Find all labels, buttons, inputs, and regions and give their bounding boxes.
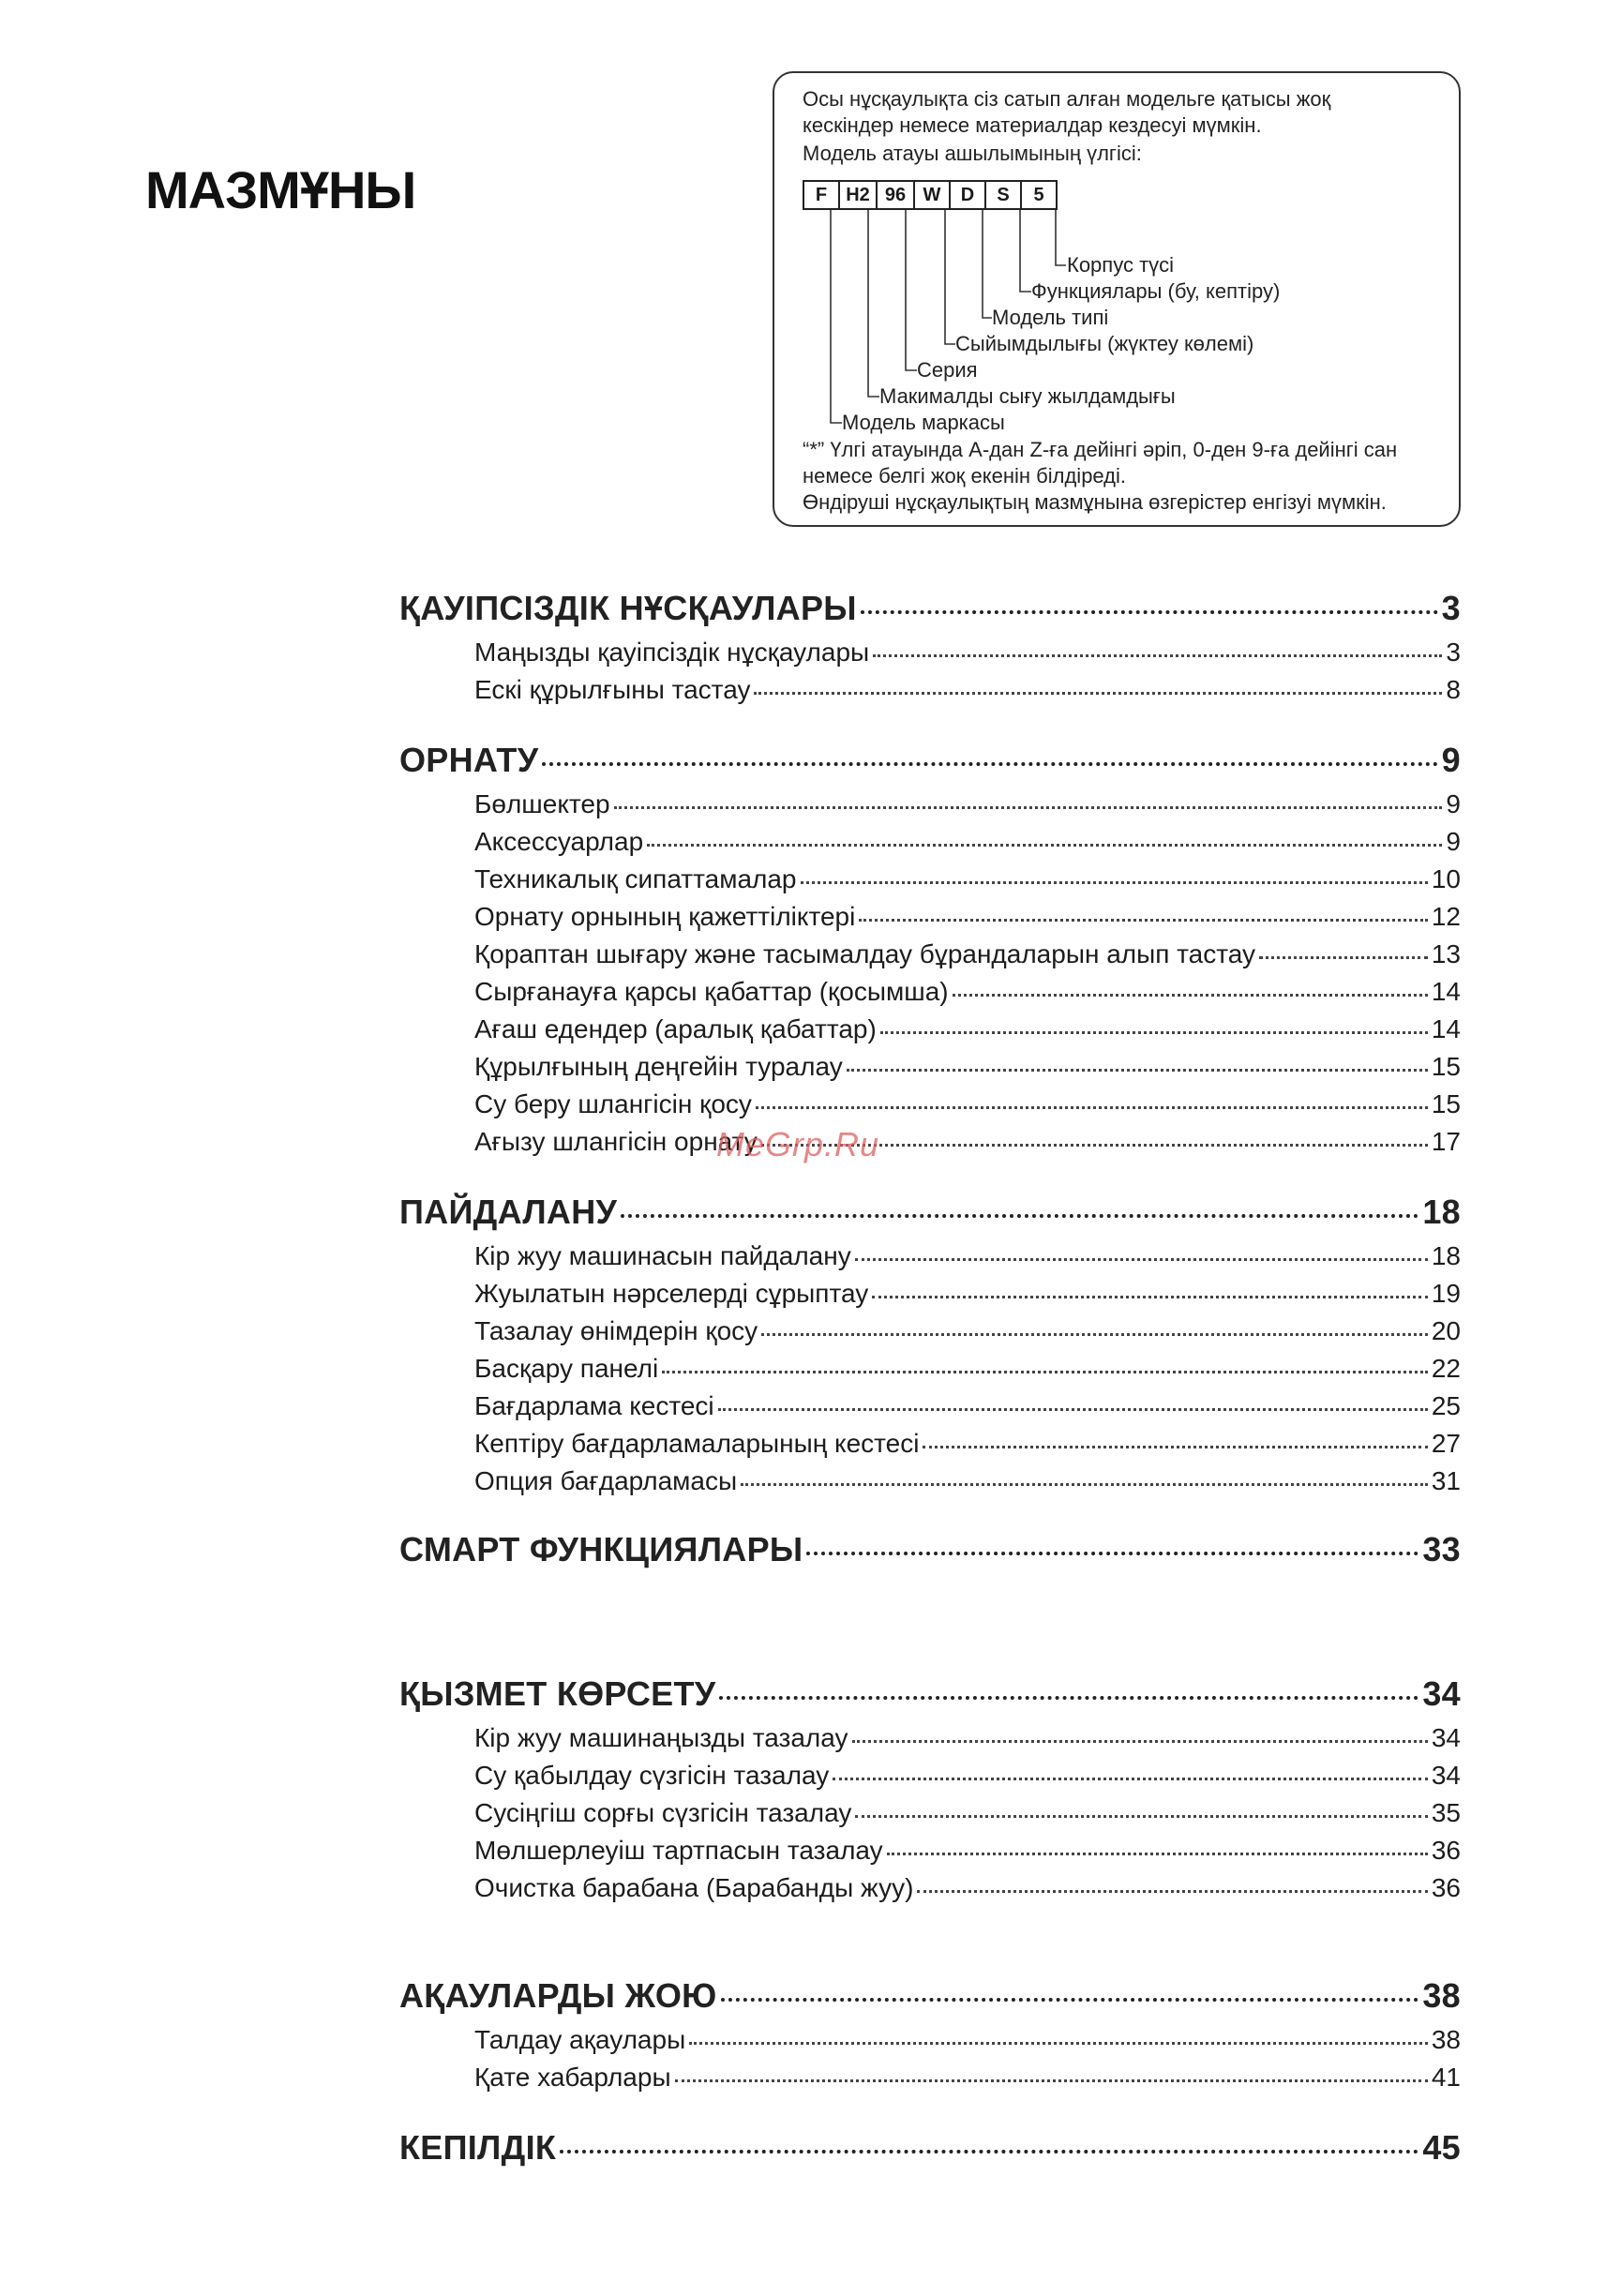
toc-leader-dots [614,806,1443,809]
toc-page-number: 18 [1431,1241,1461,1270]
toc-page-number: 38 [1431,2025,1461,2054]
toc-section-title: КЕПІЛДІК [399,2128,557,2167]
toc-entry[interactable] [399,902,1461,932]
toc-page-number: 13 [1431,939,1461,968]
toc-page-number: 18 [1422,1193,1461,1231]
toc-leader-dots [560,2150,1418,2153]
toc-entry[interactable] [399,1279,1461,1309]
code-desc-spin-speed: Макималды сығу жылдамдығы [879,384,1176,408]
toc-page-number: 9 [1446,827,1461,856]
toc-entry[interactable] [399,1798,1461,1828]
toc-entry[interactable] [399,638,1461,668]
toc-entry-title: Басқару панелі [474,1354,659,1383]
toc-leader-dots [647,844,1442,847]
toc-entry[interactable] [399,827,1461,857]
toc-page-number: 35 [1431,1798,1461,1827]
toc-entry[interactable] [399,1052,1461,1082]
toc-leader-dots [887,1853,1428,1855]
toc-page-number: 9 [1441,741,1461,779]
toc-page-number: 36 [1431,1836,1461,1865]
toc-leader-dots [801,881,1428,884]
toc-leader-dots [852,1740,1428,1743]
toc-page-number: 25 [1431,1391,1461,1420]
toc-page-number: 15 [1431,1052,1461,1081]
toc-leader-dots [880,1031,1428,1034]
toc-entry[interactable] [399,1761,1461,1791]
toc-leader-dots [806,1552,1418,1555]
toc-page-number: 14 [1431,977,1461,1006]
toc-page-number: 3 [1446,638,1461,667]
toc-entry-title: Кір жуу машинасын пайдалану [474,1241,851,1270]
code-desc-brand: Модель маркасы [842,411,1005,434]
toc-leader-dots [719,1696,1418,1700]
toc-section-installation[interactable] [399,741,1461,780]
toc-entry[interactable] [399,1354,1461,1384]
info-intro-line1: Осы нұсқаулықта сіз сатып алған модельге қатысы жоқ [803,87,1331,111]
toc-section-title: ҚЫЗМЕТ КӨРСЕТУ [399,1674,716,1713]
toc-section-operation[interactable] [399,1193,1461,1232]
toc-leader-dots [953,994,1428,997]
code-desc-capacity: Сыйымдылығы (жүктеу көлемі) [955,332,1254,355]
toc-page-number: 34 [1431,1723,1461,1752]
toc-leader-dots [675,2079,1428,2082]
model-example-label: Модель атауы ашылымының үлгісі: [803,142,1142,165]
toc-page-number: 27 [1431,1429,1461,1458]
toc-leader-dots [741,1483,1428,1486]
toc-leader-dots [855,1258,1428,1261]
toc-entry-title: Су қабылдау сүзгісін тазалау [474,1761,830,1790]
model-info-box [773,71,1461,527]
model-code-cell: 96 [876,180,915,210]
toc-entry-title: Орнату орнының қажеттіліктері [474,902,856,931]
toc-entry-title: Кептіру бағдарламаларының кестесі [474,1429,920,1458]
toc-section-title: ПАЙДАЛАНУ [399,1193,618,1231]
toc-entry[interactable] [399,1089,1461,1119]
toc-leader-dots [1259,956,1428,959]
toc-section-safety[interactable] [399,589,1461,628]
toc-entry[interactable] [399,864,1461,894]
toc-entry-title: Маңызды қауіпсіздік нұсқаулары [474,638,870,667]
code-desc-body-colour: Корпус түсі [1067,253,1175,277]
code-desc-model-type: Модель типі [992,306,1109,329]
toc-section-title: СМАРТ ФУНКЦИЯЛАРЫ [399,1530,803,1568]
toc-section-title: АҚАУЛАРДЫ ЖОЮ [399,1976,717,2015]
model-code-cell: W [913,180,951,210]
code-desc-functions: Функциялары (бу, кептіру) [1031,279,1281,303]
toc-entry[interactable] [399,1466,1461,1496]
toc-page-number: 33 [1422,1530,1461,1568]
toc-entry[interactable] [399,1241,1461,1271]
toc-page-number: 36 [1431,1873,1461,1902]
toc-page-number: 38 [1422,1976,1461,2015]
toc-page-number: 10 [1431,864,1461,893]
toc-entry[interactable] [399,1316,1461,1346]
toc-leader-dots [718,1408,1428,1411]
toc-entry-title: Техникалық сипаттамалар [474,864,797,893]
toc-entry-title: Мөлшерлеуіш тартпасын тазалау [474,1836,883,1865]
toc-entry[interactable] [399,2025,1461,2055]
toc-page-number: 3 [1441,589,1461,627]
toc-entry-title: Қате хабарлары [474,2063,671,2092]
toc-entry-title: Сырғанауға қарсы қабаттар (қосымша) [474,977,949,1006]
toc-entry-title: Құрылғының деңгейін туралау [474,1052,843,1081]
toc-page-number: 15 [1431,1089,1461,1118]
toc-entry[interactable] [399,675,1461,705]
toc-leader-dots [917,1890,1427,1893]
toc-entry[interactable] [399,1127,1461,1157]
toc-leader-dots [689,2042,1428,2045]
toc-leader-dots [859,919,1428,922]
toc-entry-title: Су беру шлангісін қосу [474,1089,752,1118]
toc-entry-title: Опция бағдарламасы [474,1466,738,1495]
info-intro-line2: кескіндер немесе материалдар кездесуі мүмкін. [803,113,1262,137]
toc-page-number: 12 [1431,902,1461,931]
toc-leader-dots [873,654,1442,657]
toc-leader-dots [542,762,1437,766]
info-note-line3: Өндіруші нұсқаулықтың мазмұнына өзгерістер енгізуі мүмкін. [803,490,1387,514]
toc-leader-dots [761,1333,1428,1336]
toc-page-number: 45 [1422,2128,1461,2167]
toc-leader-dots [662,1371,1428,1373]
toc-entry-title: Ескі құрылғыны тастау [474,675,751,704]
toc-leader-dots [872,1296,1428,1298]
model-code-cell: S [984,180,1022,210]
toc-entry-title: Кір жуу машинаңызды тазалау [474,1723,848,1752]
toc-page-number: 31 [1431,1466,1461,1495]
toc-leader-dots [847,1069,1428,1072]
toc-leader-dots [923,1446,1427,1448]
toc-leader-dots [621,1214,1418,1218]
page-title: МАЗМҰНЫ [145,160,416,219]
toc-leader-dots [754,692,1442,695]
toc-page-number: 41 [1431,2063,1461,2092]
toc-entry[interactable] [399,1429,1461,1459]
toc-entry[interactable] [399,2063,1461,2093]
toc-section-title: ОРНАТУ [399,741,539,779]
model-code-cell: F [803,180,840,210]
toc-page-number: 20 [1431,1316,1461,1345]
toc-entry[interactable] [399,789,1461,819]
model-code-cell: 5 [1020,180,1058,210]
watermark: MeGrp.Ru [716,1125,880,1163]
toc-entry-title: Талдау ақаулары [474,2025,686,2054]
toc-leader-dots [833,1778,1428,1780]
toc-entry-title: Жуылатын нәрселерді сұрыптау [474,1279,869,1308]
toc-leader-dots [721,1998,1419,2002]
toc-entry[interactable] [399,1873,1461,1903]
info-note-line1: “*” Үлгі атауында A-дан Z-ға дейінгі әріп, 0-ден 9-ға дейінгі сан [803,438,1398,461]
toc-section-smart-functions[interactable] [399,1530,1461,1569]
toc-section-title: ҚАУІПСІЗДІК НҰСҚАУЛАРЫ [399,589,857,627]
toc-entry-title: Аксессуарлар [474,827,644,856]
code-desc-series: Серия [917,358,978,382]
toc-entry[interactable] [399,1836,1461,1866]
toc-page-number: 9 [1446,789,1461,818]
toc-entry-title: Ағаш едендер (аралық қабаттар) [474,1014,877,1043]
info-note-line2: немесе белгі жоқ екенін білдіреді. [803,464,1127,488]
toc-entry-title: Сусіңгіш сорғы сүзгісін тазалау [474,1798,852,1827]
toc-entry-title: Тазалау өнімдерін қосу [474,1316,758,1345]
toc-page-number: 17 [1431,1127,1461,1156]
toc-section-maintenance[interactable] [399,1674,1461,1714]
toc-page-number: 14 [1431,1014,1461,1043]
toc-page-number: 19 [1431,1279,1461,1308]
model-code-cell: D [949,180,986,210]
toc-leader-dots [861,610,1438,614]
toc-page-number: 34 [1431,1761,1461,1790]
toc-section-warranty[interactable] [399,2128,1461,2168]
toc-entry-title: Бөлшектер [474,789,610,818]
model-code-boxes [803,180,1058,210]
toc-entry[interactable] [399,939,1461,969]
toc-page-number: 8 [1446,675,1461,704]
toc-entry-title: Ағызу шлангісін орнату [474,1127,758,1156]
toc-entry-title: Очистка барабана (Барабанды жуу) [474,1873,914,1902]
toc-page-number: 22 [1431,1354,1461,1383]
toc-leader-dots [855,1815,1427,1818]
toc-leader-dots [756,1106,1428,1109]
toc-entry[interactable] [399,1014,1461,1044]
toc-entry[interactable] [399,977,1461,1007]
toc-section-troubleshooting[interactable] [399,1976,1461,2016]
toc-page-number: 34 [1422,1674,1461,1713]
toc-entry[interactable] [399,1391,1461,1421]
toc-entry[interactable] [399,1723,1461,1753]
model-code-cell: H2 [838,180,878,210]
toc-entry-title: Қораптан шығару және тасымалдау бұрандаларын алып тастау [474,939,1256,968]
toc-entry-title: Бағдарлама кестесі [474,1391,714,1420]
